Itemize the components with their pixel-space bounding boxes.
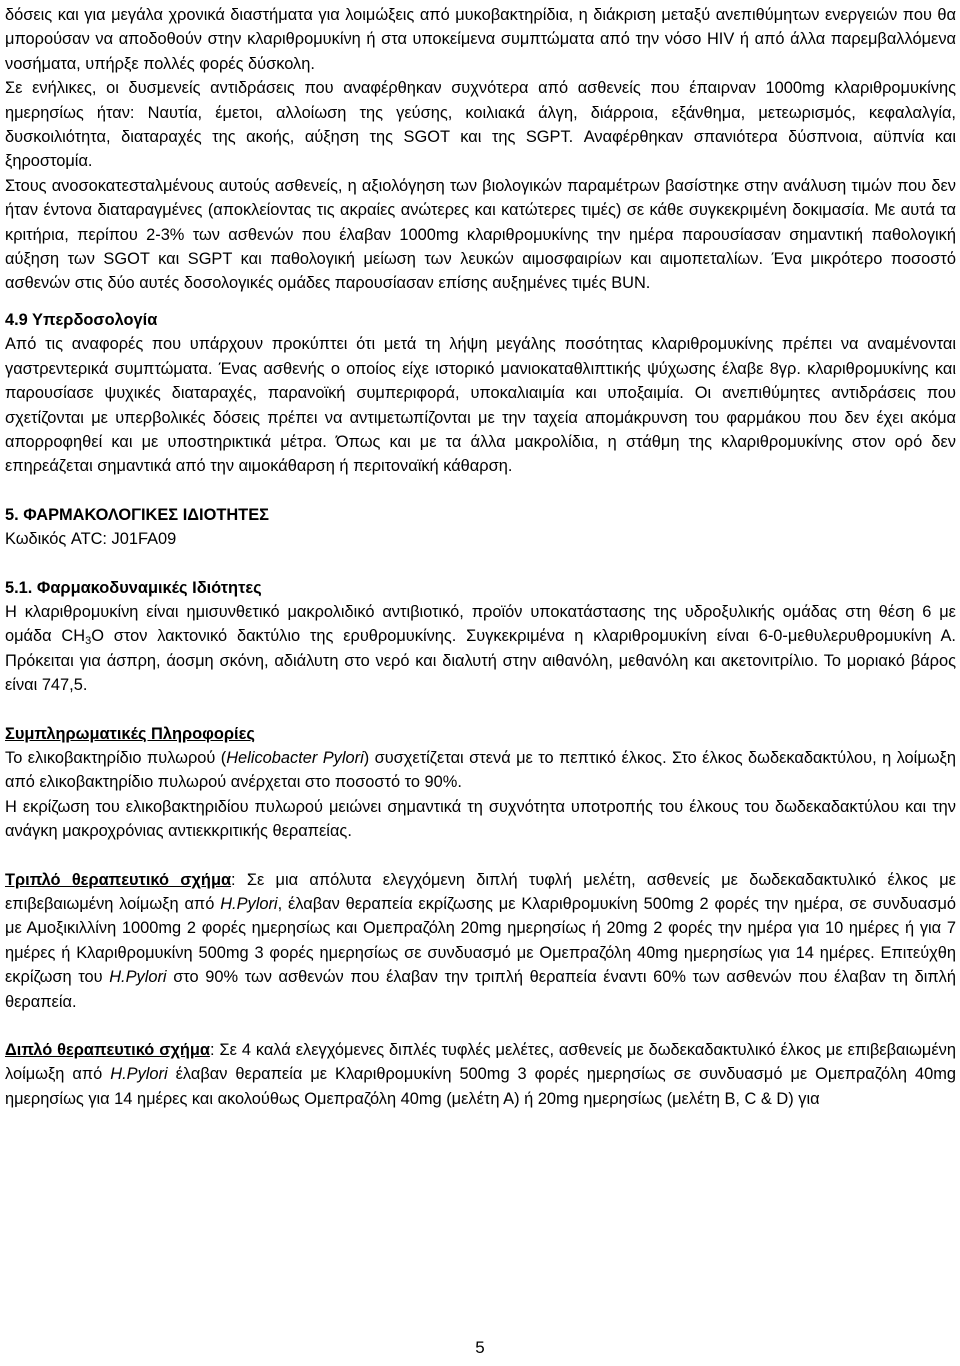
- pharmacodynamics-text-a: Η κλαριθρομυκίνη είναι ημισυνθετικό μακρολιδικό αντιβιοτικό, προϊόν υποκατάστασης της υδροξυλικής ομάδας στη θέση 6 με ομάδα CH: [5, 602, 956, 646]
- double-pylori: H.Pylori: [110, 1065, 168, 1084]
- double-therapy-label: Διπλό θεραπευτικό σχήμα: [5, 1041, 211, 1060]
- helicobacter-species: Helicobacter Pylori: [226, 748, 364, 767]
- heading-supplementary-info: Συμπληρωματικές Πληροφορίες: [5, 724, 255, 743]
- paragraph-triple-therapy: [5, 868, 956, 1014]
- atc-code: Κωδικός ATC: J01FA09: [5, 530, 177, 549]
- subscript-three: 3: [85, 635, 92, 648]
- triple-text-a: : Σε μια απόλυτα ελεγχόμενη διπλή τυφλή μελέτη, ασθενείς με δωδεκαδακτυλικό έλκος με επιβεβαιωμένη λοίμωξη από: [5, 870, 956, 913]
- triple-text-c: στο 90% των ασθενών που έλαβαν την τριπλή θεραπεία έναντι 60% των ασθενών που έλαβαν τη διπλή θεραπεία.: [5, 968, 956, 1011]
- page-number: 5: [475, 1338, 485, 1357]
- helicobacter-text-a: Το ελικοβακτηρίδιο πυλωρού (: [5, 748, 227, 767]
- pharmacodynamics-text-b: O στον λακτονικό δακτύλιο της ερυθρομυκίνης. Συγκεκριμένα η κλαριθρομυκίνη είναι 6-0-μεθυλερυθρομυκίνη Α. Πρόκειται για άσπρη, άοσμη σκόνη, αδιάλυτη στο νερό και διαλυτή στην αιθανόλη, μεθανόλη και ακετονιτρίλιο. Το μοριακό βάρος είναι 747,5.: [5, 627, 956, 695]
- triple-text-b: , έλαβαν θεραπεία εκρίζωσης με Κλαριθρομυκίνη 500mg 2 φορές την ημέρα, σε συνδυασμό με Αμοξικιλλίνη 1000mg 2 φορές ημερησίως και Ομεπραζόλη 20mg ημερησίως ή 20mg 2 φορές την ημέρα για 10 ημέρες ή για 7 ημέρες ή Κλαριθρομυκίνη 500mg 3 φορές ημερησίως σε συνδυασμό με Ομεπραζόλη 40mg ημερησίως για 14 ημέρες. Επιτεύχθη εκρίζωση του: [5, 895, 957, 987]
- double-text-a: : Σε 4 καλά ελεγχόμενες διπλές τυφλές μελέτες, ασθενείς με δωδεκαδακτυλικό έλκος με επιβεβαιωμένη λοίμωξη από: [5, 1041, 956, 1084]
- paragraph-helicobacter: [5, 746, 956, 795]
- paragraph-double-therapy: [5, 1038, 956, 1111]
- section-heading-pharmacodynamics: 5.1. Φαρμακοδυναμικές Ιδιότητες: [5, 578, 262, 597]
- triple-therapy-label: Τριπλό θεραπευτικό σχήμα: [5, 870, 232, 889]
- paragraph-overdose: Από τις αναφορές που υπάρχουν προκύπτει ότι μετά τη λήψη μεγάλης ποσότητας κλαριθρομυκίνης πρέπει να αναμένονται γαστρεντερικά συμπτώματα. Ένας ασθενής ο οποίος είχε ιστορικό μανιοκαταθλιπτικής ψύχωσης έλαβε 8γρ. κλαριθρομυκίνης και παρουσίασε ψυχικές διαταραχές, παρανοϊκή συμπεριφορά, υποκαλιαιμία και υποξαιμία. Οι ανεπιθύμητες αντιδράσεις που σχετίζονται με υπερβολικές δόσεις πρέπει να αντιμετωπίζονται με την ταχεία απομάκρυνση του φαρμάκου που δεν έχει ακόμα απορροφηθεί και με υποστηρικτικά μέτρα. Όπως και με τα άλλα μακρολίδια, η στάθμη της κλαριθρομυκίνης στον ορό δεν επηρεάζεται σημαντικά από την αιμοκάθαρση ή περιτοναϊκή κάθαρση.: [5, 335, 956, 476]
- paragraph-eradication: Η εκρίζωση του ελικοβακτηριδίου πυλωρού μειώνει σημαντικά τη συχνότητα υποτροπής του έλκους του δωδεκαδακτύλου και την ανάγκη μακροχρόνιας αντιεκκριτικής θεραπείας.: [5, 797, 956, 841]
- paragraph-pharmacodynamics: [5, 600, 956, 698]
- double-text-b: έλαβαν θεραπεία με Κλαριθρομυκίνη 500mg 3 φορές ημερησίως σε συνδυασμό με Ομεπραζόλη 40mg ημερησίως για 14 ημέρες και ακολούθως Ομεπραζόλη 40mg (μελέτη Α) ή 20mg ημερησίως (μελέτη B, C & D) για: [5, 1065, 956, 1108]
- section-heading-overdose: 4.9 Υπερδοσολογία: [5, 310, 158, 329]
- paragraph-lab-parameters: Στους ανοσοκατεσταλμένους αυτούς ασθενείς, η αξιολόγηση των βιολογικών παραμέτρων βασίστηκε στην ανάλυση τιμών που δεν ήταν έντονα διαταραγμένες (αποκλείοντας τις ακραίες ανώτερες και κατώτερες τιμές) σε κάθε συγκεκριμένη δοκιμασία. Με αυτά τα κριτήρια, περίπου 2-3% των ασθενών που έλαβαν 1000mg κλαριθρομυκίνης την ημέρα παρουσίασαν σημαντική παθολογική αύξηση των SGOT και SGPT και παθολογική μείωση των λευκών αιμοσφαιρίων και αιμοπεταλίων. Ένα μικρότερο ποσοστό ασθενών στις δύο αυτές δοσολογικές ομάδες παρουσίασαν επίσης αυξημένες τιμές BUN.: [5, 176, 956, 293]
- triple-pylori-2: H.Pylori: [109, 968, 167, 987]
- paragraph-hiv-context: δόσεις και για μεγάλα χρονικά διαστήματα για λοιμώξεις από μυκοβακτηρίδια, η διάκριση μεταξύ ανεπιθύμητων ενεργειών που θα μπορούσαν να αποδοθούν στην κλαριθρομυκίνη ή στα υποκείμενα συμπτώματα από την νόσο HIV ή από άλλα παρεμβαλλόμενα νοσήματα, υπήρξε πολλές φορές δύσκολη.: [5, 6, 956, 73]
- document-page: [5, 3, 956, 1111]
- section-heading-pharmacology: 5. ΦΑΡΜΑΚΟΛΟΓΙΚΕΣ ΙΔΙΟΤΗΤΕΣ: [5, 505, 269, 524]
- paragraph-adult-reactions: Σε ενήλικες, οι δυσμενείς αντιδράσεις που αναφέρθηκαν συχνότερα από ασθενείς που έπαιρναν 1000mg κλαριθρομυκίνης ημερησίως ήταν: Ναυτία, έμετοι, αλλοίωση της γεύσης, κοιλιακά άλγη, διάρροια, εξάνθημα, μετεωρισμός, κεφαλαλγία, δυσκοιλιότητα, διαταραχές της ακοής, αύξηση της SGOT και της SGPT. Αναφέρθηκαν σπανιότερα δύσπνοια, αϋπνία και ξηροστομία.: [5, 79, 956, 171]
- helicobacter-text-b: ) συσχετίζεται στενά με το πεπτικό έλκος. Στο έλκος δωδεκαδακτύλου, η λοίμωξη από ελικοβακτηρίδιο πυλωρού ανέρχεται στο ποσοστό το 90%.: [5, 748, 957, 792]
- triple-pylori-1: H.Pylori: [220, 895, 278, 913]
